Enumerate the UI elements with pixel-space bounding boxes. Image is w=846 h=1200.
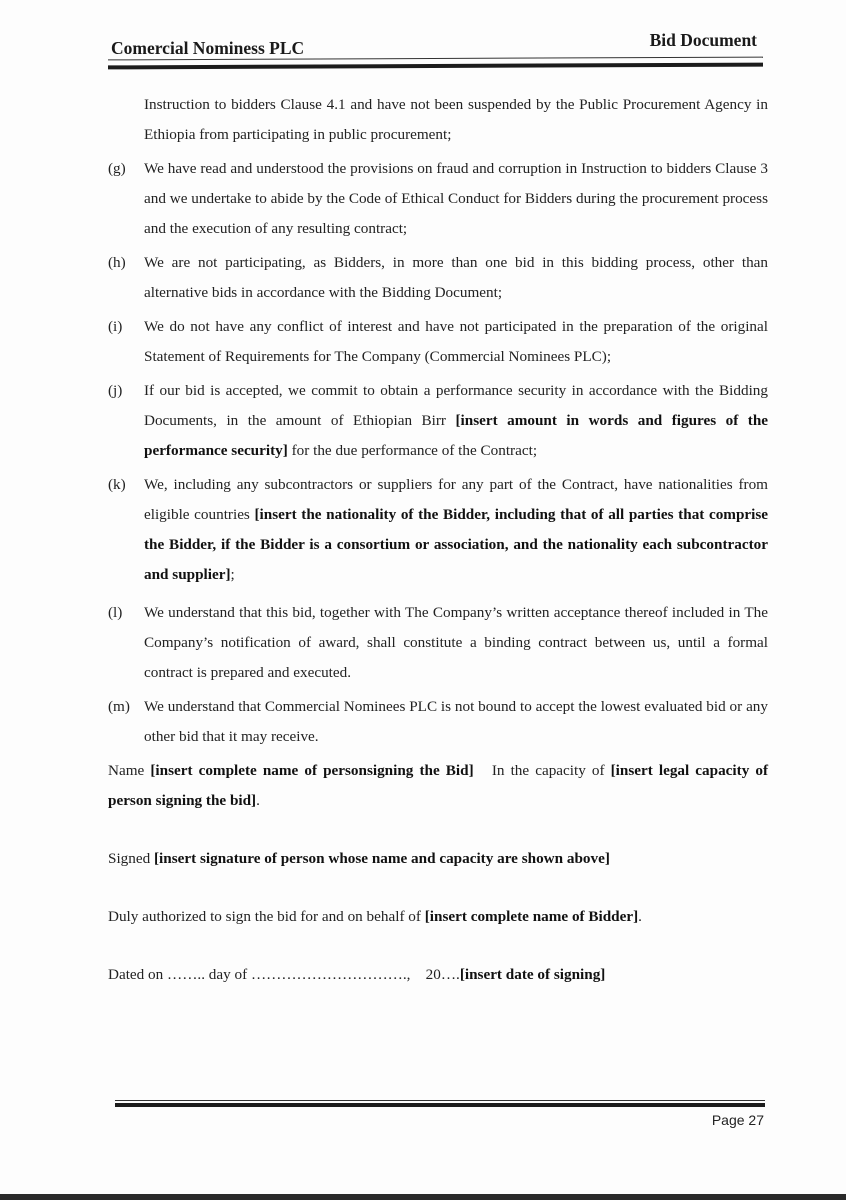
- item-label: (i): [108, 318, 123, 335]
- list-item-k: [108, 470, 768, 590]
- page-header: [108, 30, 763, 70]
- authorized-line: [108, 902, 768, 932]
- list-item-m: [108, 692, 768, 752]
- header-rule-thick: [108, 63, 763, 70]
- dated-line: [108, 960, 768, 990]
- item-text: We understand that Commercial Nominees PLC is not bound to accept the lowest evaluated bid or any other bid that it may receive.: [144, 698, 768, 745]
- capacity-placeholder: [insert legal capacity of person signing the bid]: [108, 762, 769, 809]
- name-prefix: Name: [108, 762, 151, 779]
- capacity-prefix: In the capacity of: [473, 762, 611, 779]
- signed-placeholder: [insert signature of person whose name and capacity are shown above]: [154, 850, 610, 867]
- capacity-suffix: .: [256, 792, 260, 809]
- signed-prefix: Signed: [108, 850, 154, 867]
- list-item-g: [108, 154, 768, 244]
- item-text-after: ;: [230, 566, 235, 583]
- bidder-name-placeholder: [insert complete name of Bidder]: [424, 908, 639, 925]
- authorized-prefix: Duly authorized to sign the bid for and on behalf of: [108, 908, 425, 925]
- footer-rule-thick: [115, 1103, 765, 1107]
- item-label: (j): [108, 382, 123, 399]
- signature-name-line: [108, 756, 768, 816]
- item-text: We do not have any conflict of interest and have not participated in the preparation of the original Statement of Requirements for The Company (Commercial Nominees PLC);: [144, 318, 768, 365]
- item-text-after: for the due performance of the Contract;: [287, 442, 538, 459]
- item-label: (h): [108, 254, 126, 271]
- scan-edge: [0, 1194, 846, 1200]
- signed-line: [108, 844, 768, 874]
- list-item-j: [108, 376, 768, 466]
- item-label: (g): [108, 160, 126, 177]
- document-body: [108, 90, 768, 990]
- document-title: Bid Document: [649, 30, 757, 50]
- dated-prefix: Dated on …….. day of …………………………., 20….: [108, 966, 460, 983]
- item-text: We are not participating, as Bidders, in more than one bid in this bidding process, other than alternative bids in accordance with the Bidding Document;: [144, 254, 768, 301]
- footer-rule: [115, 1100, 765, 1101]
- date-placeholder: [insert date of signing]: [459, 966, 606, 983]
- item-label: (m): [108, 698, 130, 715]
- authorized-suffix: .: [638, 908, 642, 925]
- list-item-h: [108, 248, 768, 308]
- item-text: We understand that this bid, together with The Company’s written acceptance thereof included in The Company’s notification of award, shall constitute a binding contract between us, until a formal contract is prepared and executed.: [144, 604, 768, 681]
- list-item-l: [108, 598, 768, 688]
- item-label: (l): [108, 604, 123, 621]
- item-text: We, including any subcontractors or suppliers for any part of the Contract, have nationalities from eligible countries: [144, 476, 768, 523]
- item-placeholder: [insert amount in words and figures of the performance security]: [144, 412, 769, 459]
- list-item-i: [108, 312, 768, 372]
- item-text: If our bid is accepted, we commit to obtain a performance security in accordance with the Bidding Documents, in the amount of Ethiopian Birr: [144, 382, 768, 429]
- company-name: Comercial Nominess PLC: [111, 38, 305, 58]
- name-placeholder: [insert complete name of personsigning the Bid]: [150, 762, 474, 779]
- page-number: Page 27: [711, 1112, 764, 1128]
- item-label: (k): [108, 476, 126, 493]
- item-placeholder: [insert the nationality of the Bidder, including that of all parties that comprise the Bidder, if the Bidder is a consortium or association, and the nationality each subcontractor and supplier]: [144, 506, 769, 583]
- continuation-paragraph: Instruction to bidders Clause 4.1 and have not been suspended by the Public Procurement Agency in Ethiopia from participating in public procurement;: [144, 96, 768, 143]
- item-text: We have read and understood the provisions on fraud and corruption in Instruction to bidders Clause 3 and we undertake to abide by the Code of Ethical Conduct for Bidders during the procurement process and the execution of any resulting contract;: [144, 160, 768, 237]
